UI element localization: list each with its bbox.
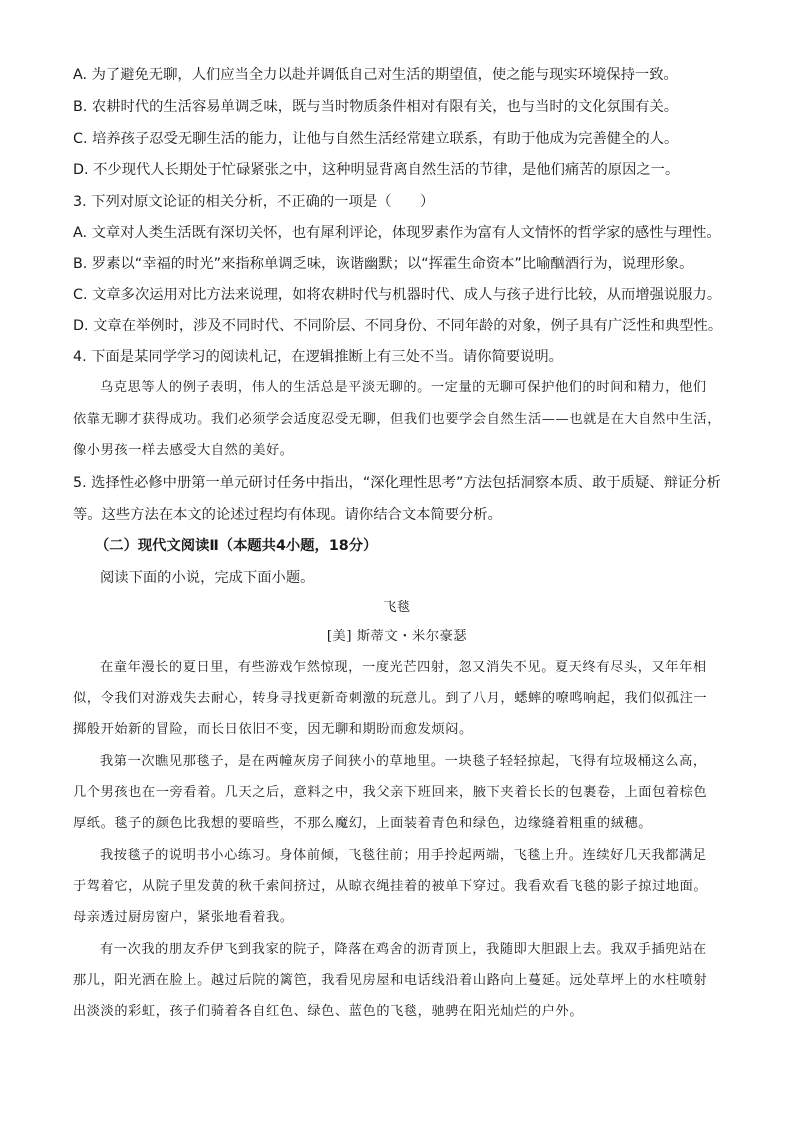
story-line: 厚纸。毯子的颜色比我想的要暗些，不那么魔幻，上面装着青色和绿色，边缘缝着粗重的絨穗。 [73,816,653,831]
option-2d: D. 不少现代人长期处于忙碌紧张之中，这种明显背离自然生活的节律，是他们痛苦的原因之一。 [73,162,680,178]
story-line: 似，令我们对游戏失去耐心，转身寻找更新奇刺激的玩意儿。到了八月，蟋蟀的嘹鸣响起，我们似孤注一 [73,691,708,706]
story-line: 我第一次瞧见那毯子，是在两幢灰房子间狭小的草地里。一块毯子轻轻掠起，飞得有垃圾桶这么高， [100,754,707,769]
option-3a: A. 文章对人类生活既有深切关怀，也有犀利评论，体现罗素作为富有人文情怀的哲学家的感性与理性。 [73,225,721,241]
story-line: 我按毯子的说明书小心练习。身体前倾，飞毯往前；用手拎起两端，飞毯上升。连续好几天我都满足 [100,848,707,863]
option-2c: C. 培养孩子忍受无聊生活的能力，让他与自然生活经常建立联系，有助于他成为完善健全的人。 [73,131,679,147]
option-2b: B. 农耕时代的生活容易单调乏味，既与当时物质条件相对有限有关，也与当时的文化氛围有关。 [73,99,679,115]
question-5-stem: 5. 选择性必修中册第一单元研讨任务中指出，“深化理性思考”方法包括洞察本质、敢于质疑、辩证分析 [73,475,721,491]
story-title: 飞毯 [383,600,411,615]
story-line: 掷般开始新的冒险，而长日依旧不变，因无聊和期盼而愈发烦闷。 [73,722,473,737]
story-line: 那儿，阳光洒在脸上。越过后院的篱笆，我看见房屋和电话线沿着山路向上蔓延。远处草坪上的水柱喷射 [73,973,708,988]
question-3-stem: 3. 下列对原文论证的相关分析，不正确的一项是（ ） [73,194,435,210]
story-line: 出淡淡的彩虹，孩子们骑着各自红色、绿色、蓝色的飞毯，驰骋在阳光灿烂的户外。 [73,1004,584,1019]
story-line: 有一次我的朋友乔伊飞到我家的院子，降落在鸡舍的沥青顶上，我随即大胆跟上去。我双手插兜站在 [100,942,707,957]
question-5-stem-cont: 等。这些方法在本文的论述过程均有体现。请你结合文本简要分析。 [73,507,502,523]
section-instruction: 阅读下面的小说，完成下面小题。 [100,570,315,586]
story-line: 在童年漫长的夏日里，有些游戏乍然惊现，一度光芒四射，忽又消失不见。夏天终有尽头，又年年相 [100,660,707,675]
option-3b: B. 罗素以“幸福的时光”来指称单调乏味，诙谐幽默；以“挥霍生命资本”比喻酗酒行为，说理形象。 [73,256,694,272]
section-heading: （二）现代文阅读Ⅱ（本题共4小题，18分） [95,538,378,554]
option-3d: D. 文章在举例时，涉及不同时代、不同阶层、不同身份、不同年龄的对象，例子具有广泛性和典型性。 [73,318,723,334]
reading-note-line: 依靠无聊才获得成功。我们必须学会适度忍受无聊，但我们也要学会自然生活——也就是在大自然中生活， [73,412,722,427]
story-line: 母亲透过厨房窗户，紧张地看着我。 [73,910,294,925]
option-3c: C. 文章多次运用对比方法来说理，如将农耕时代与机器时代、成人与孩子进行比较，从而增强说服力。 [73,287,722,303]
option-2a: A. 为了避免无聊，人们应当全力以赴并调低自己对生活的期望值，使之能与现实环境保持一致。 [73,67,678,83]
reading-note-line: 像小男孩一样去感受大自然的美好。 [73,443,294,458]
story-line: 几个男孩也在一旁看着。几天之后，意料之中，我父亲下班回来，腋下夹着长长的包裹卷，上面包着棕色 [73,785,708,800]
question-4-stem: 4. 下面是某同学学习的阅读札记，在逻辑推断上有三处不当。请你简要说明。 [73,349,563,365]
reading-note-line: 乌克思等人的例子表明，伟人的生活总是平淡无聊的。一定量的无聊可保护他们的时间和精力，他们 [100,380,707,395]
story-author: [美] 斯蒂文・米尔豪瑟 [326,629,468,644]
story-line: 于驾着它，从院子里发黄的秋千索间挤过，从晾衣绳挂着的被单下穿过。我看欢看飞毯的影子掠过地面。 [73,879,708,894]
